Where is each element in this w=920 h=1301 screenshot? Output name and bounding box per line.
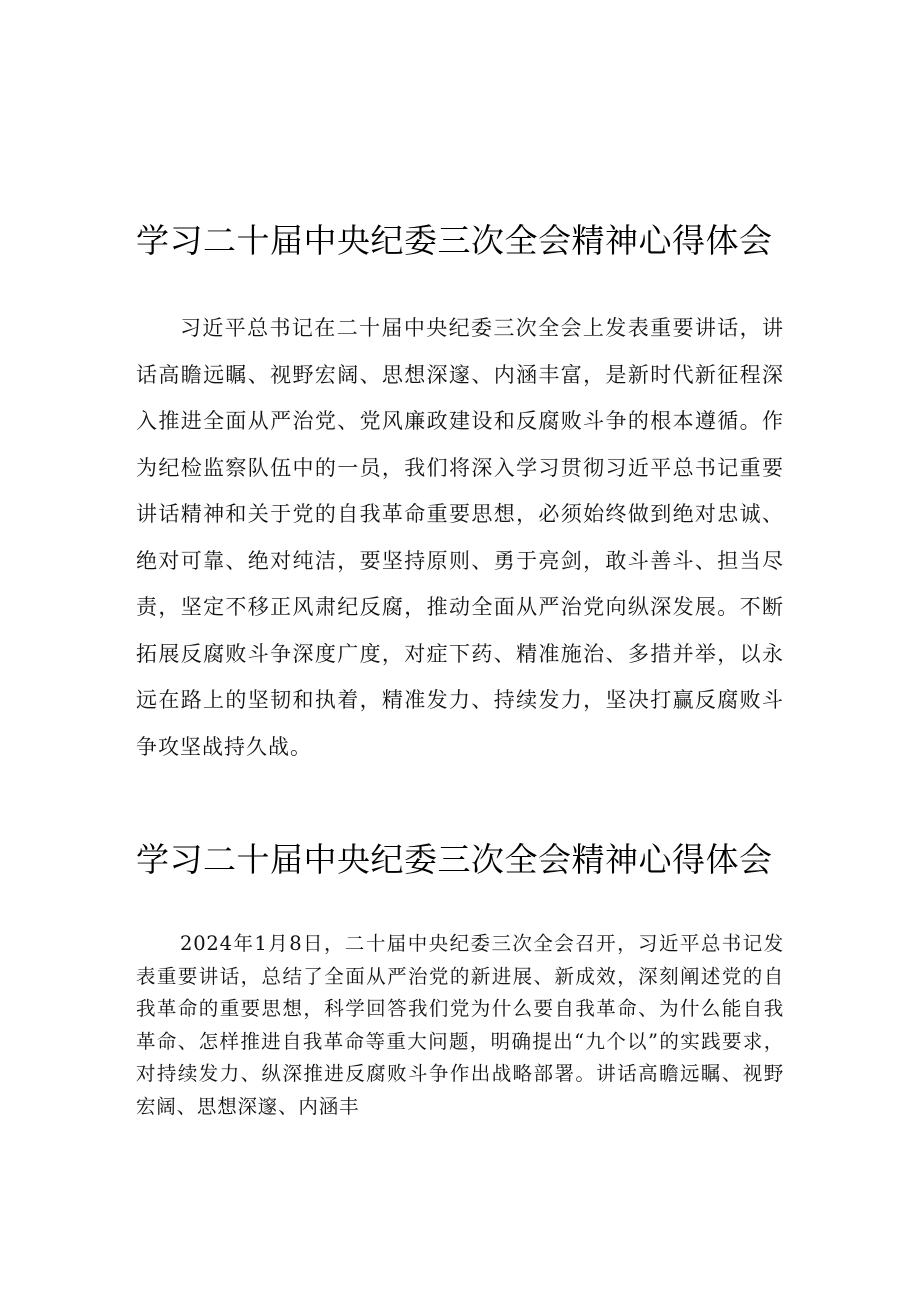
section-2-body: 2024年1月8日，二十届中央纪委三次全会召开，习近平总书记发表重要讲话，总结了全面从严治党的新进展、新成效，深刻阐述党的自我革命的重要思想，科学回答我们党为什么要自我革命、为什么能自我革命、怎样推进自我革命等重大问题，明确提出“九个以”的实践要求，对持续发力、纵深推进反腐败斗争作出战略部署。讲话高瞻远瞩、视野宏阔、思想深邃、内涵丰 <box>136 932 784 1118</box>
section-2-title: 学习二十届中央纪委三次全会精神心得体会 <box>136 840 773 879</box>
section-1-title: 学习二十届中央纪委三次全会精神心得体会 <box>136 221 773 260</box>
section-1-body: 习近平总书记在二十届中央纪委三次全会上发表重要讲话，讲话高瞻远瞩、视野宏阔、思想深邃、内涵丰富，是新时代新征程深入推进全面从严治党、党风廉政建设和反腐败斗争的根本遵循。作为纪检监察队伍中的一员，我们将深入学习贯彻习近平总书记重要讲话精神和关于党的自我革命重要思想，必须始终做到绝对忠诚、绝对可靠、绝对纯洁，要坚持原则、勇于亮剑，敢斗善斗、担当尽责，坚定不移正风肃纪反腐，推动全面从严治党向纵深发展。不断拓展反腐败斗争深度广度，对症下药、精准施治、多措并举，以永远在路上的坚韧和执着，精准发力、持续发力，坚决打赢反腐败斗争攻坚战持久战。 <box>136 316 784 759</box>
